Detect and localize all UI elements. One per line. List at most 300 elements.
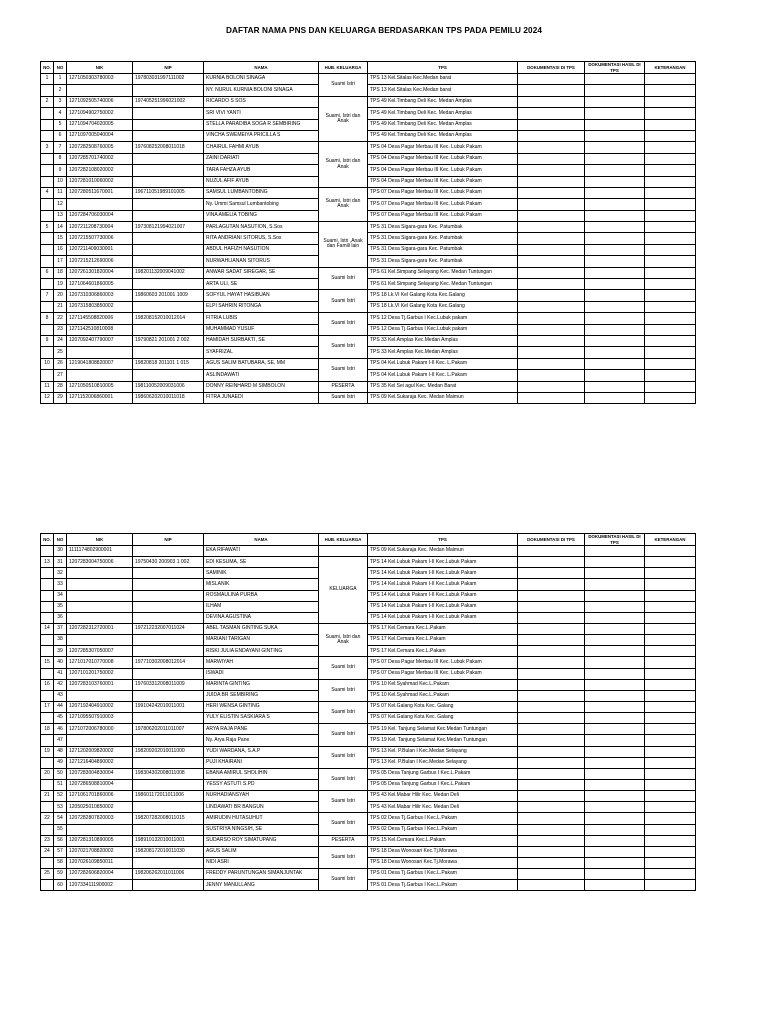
col-header-no: NO xyxy=(54,62,67,74)
cell-dokumentasi xyxy=(518,74,585,85)
cell-keterangan xyxy=(645,646,696,657)
cell-nama: AGUS SALIM xyxy=(204,846,319,857)
cell-dokumentasi xyxy=(518,690,585,701)
cell-tps: TPS 31 Desa Sigara-gara Kec. Patumbak xyxy=(368,256,518,267)
cell-no-group xyxy=(41,757,54,768)
cell-no: 12 xyxy=(54,199,67,210)
cell-keterangan xyxy=(645,85,696,96)
cell-dokumentasi xyxy=(518,880,585,891)
cell-no: 13 xyxy=(54,210,67,221)
cell-no: 52 xyxy=(54,791,67,802)
cell-nama: Ny. Arya Raja Pane xyxy=(204,735,319,746)
cell-nip: 198601172011011006 xyxy=(133,791,204,802)
cell-nama: KURNIA BOLONI SINAGA xyxy=(204,74,319,85)
table-row xyxy=(41,668,696,679)
table-row xyxy=(41,279,696,290)
cell-tps: TPS 35 Kel Sei agul Kec. Medan Barat xyxy=(368,381,518,392)
cell-dokumentasi-hasil xyxy=(585,267,645,278)
cell-keterangan xyxy=(645,568,696,579)
cell-keterangan xyxy=(645,74,696,85)
cell-nik: 1207284706030004 xyxy=(67,210,133,221)
cell-dokumentasi-hasil xyxy=(585,335,645,346)
cell-no-group xyxy=(41,668,54,679)
cell-dokumentasi-hasil xyxy=(585,153,645,164)
table-row xyxy=(41,757,696,768)
cell-dokumentasi xyxy=(518,85,585,96)
cell-no-group xyxy=(41,233,54,244)
cell-dokumentasi-hasil xyxy=(585,880,645,891)
table-row xyxy=(41,244,696,255)
cell-dokumentasi-hasil xyxy=(585,74,645,85)
cell-dokumentasi xyxy=(518,779,585,790)
cell-keterangan xyxy=(645,802,696,813)
cell-nama: NURWAHLIANAN SITORUS xyxy=(204,256,319,267)
cell-no: 3 xyxy=(54,96,67,107)
cell-no-group: 20 xyxy=(41,768,54,779)
cell-nik: 1207026109850011 xyxy=(67,857,133,868)
cell-no: 59 xyxy=(54,869,67,880)
cell-nik: 1271064601860005 xyxy=(67,279,133,290)
col-header-tps: TPS xyxy=(368,534,518,546)
cell-nik: 1271094704020005 xyxy=(67,119,133,130)
cell-nama: VINA AMELIA TOBING xyxy=(204,210,319,221)
cell-nip: 198110052009031006 xyxy=(133,381,204,392)
table-row xyxy=(41,791,696,802)
cell-dokumentasi-hasil xyxy=(585,187,645,198)
cell-nik: 1271050303780003 xyxy=(67,74,133,85)
cell-nip: 197212232007011024 xyxy=(133,623,204,634)
cell-nama: ABEL TASMAN GINTING SUKA xyxy=(204,623,319,634)
cell-nip xyxy=(133,757,204,768)
cell-keterangan xyxy=(645,301,696,312)
cell-nip xyxy=(133,668,204,679)
table-row xyxy=(41,335,696,346)
cell-hub-keluarga: Suami Istri xyxy=(319,74,368,97)
cell-nik: 1207283103760001 xyxy=(67,679,133,690)
cell-no: 44 xyxy=(54,701,67,712)
cell-no: 6 xyxy=(54,130,67,141)
cell-no-group: 9 xyxy=(41,335,54,346)
cell-nama: SRI VIVI YANTI xyxy=(204,108,319,119)
cell-tps: TPS 13 Kel.Sitalas Kec.Medan barat xyxy=(368,85,518,96)
cell-no: 42 xyxy=(54,679,67,690)
cell-dokumentasi xyxy=(518,119,585,130)
table-row xyxy=(41,646,696,657)
cell-nik: 1207282108020002 xyxy=(67,165,133,176)
table-row xyxy=(41,199,696,210)
cell-tps: TPS 33 Kel.Amplas Kec.Medan Amplas xyxy=(368,347,518,358)
cell-nama: ILHAM xyxy=(204,601,319,612)
cell-tps: TPS 49 Kel.Timbang Deli Kec. Medan Amplas xyxy=(368,96,518,107)
table-row xyxy=(41,824,696,835)
cell-nip xyxy=(133,347,204,358)
cell-hub-keluarga: Suami Istri xyxy=(319,290,368,313)
cell-nip: 19750430 200903 1 002 xyxy=(133,557,204,568)
cell-nama: JUIDA BR SEMBIRING xyxy=(204,690,319,701)
cell-no-group xyxy=(41,119,54,130)
cell-nik xyxy=(67,635,133,646)
cell-no: 47 xyxy=(54,735,67,746)
cell-dokumentasi-hasil xyxy=(585,85,645,96)
cell-nik: 1271152006860001 xyxy=(67,392,133,403)
cell-dokumentasi xyxy=(518,623,585,634)
table-row xyxy=(41,802,696,813)
cell-hub-keluarga xyxy=(319,546,368,557)
cell-dokumentasi-hasil xyxy=(585,568,645,579)
cell-nama: MARINTA GINTING xyxy=(204,679,319,690)
cell-nama: NY. NURUL KURNIA BOLONI SINAGA xyxy=(204,85,319,96)
table-row xyxy=(41,679,696,690)
table-row xyxy=(41,690,696,701)
cell-hub-keluarga: Suami Istri xyxy=(319,791,368,813)
cell-no: 19 xyxy=(54,279,67,290)
cell-no-group: 11 xyxy=(41,381,54,392)
cell-no-group: 12 xyxy=(41,392,54,403)
cell-tps: TPS 07 Kel.Galang Kota Kec. Galang xyxy=(368,701,518,712)
cell-tps: TPS 14 Kel.Lubuk Pakam I-II Kec.Lubuk Pakam xyxy=(368,601,518,612)
cell-nama: ANWAR SADAT SIREGAR, SE xyxy=(204,267,319,278)
cell-no-group xyxy=(41,546,54,557)
cell-hub-keluarga: Suami Istri xyxy=(319,869,368,891)
cell-dokumentasi xyxy=(518,612,585,623)
cell-keterangan xyxy=(645,824,696,835)
cell-nik: 1207282508760005 xyxy=(67,142,133,153)
cell-nik: 1207211208730004 xyxy=(67,222,133,233)
cell-nama: DONNY REINHARD M SIMBOLON xyxy=(204,381,319,392)
cell-dokumentasi xyxy=(518,358,585,369)
cell-nip xyxy=(133,256,204,267)
cell-nip: 198208152010012014 xyxy=(133,313,204,324)
cell-no: 28 xyxy=(54,381,67,392)
cell-nik xyxy=(67,612,133,623)
cell-nik: 1207285307050007 xyxy=(67,646,133,657)
cell-dokumentasi xyxy=(518,153,585,164)
cell-tps: TPS 14 Kel.Lubuk Pakam I-II Kec.Lubuk Pakam xyxy=(368,579,518,590)
cell-tps: TPS 31 Desa Sigara-gara Kec. Patumbak xyxy=(368,233,518,244)
cell-no: 10 xyxy=(54,176,67,187)
cell-dokumentasi-hasil xyxy=(585,713,645,724)
cell-no-group xyxy=(41,635,54,646)
cell-no-group xyxy=(41,347,54,358)
cell-no-group xyxy=(41,824,54,835)
cell-keterangan xyxy=(645,757,696,768)
cell-nip: 198201132009041002 xyxy=(133,267,204,278)
cell-no-group: 14 xyxy=(41,623,54,634)
cell-nama: STELLA PARADIBA SOGA R SEMBIRING xyxy=(204,119,319,130)
cell-tps: TPS 43 Kel.Mabar Hilir Kec. Medan Deli xyxy=(368,791,518,802)
cell-dokumentasi xyxy=(518,846,585,857)
table-row xyxy=(41,724,696,735)
cell-nama: DEVINA AGUSTINA xyxy=(204,612,319,623)
cell-dokumentasi-hasil xyxy=(585,857,645,868)
table-row xyxy=(41,301,696,312)
cell-nama: SYAFRIZAL xyxy=(204,347,319,358)
cell-tps: TPS 61 Kel.Simpang Selayang Kec. Medan Tuntungan xyxy=(368,279,518,290)
cell-tps: TPS 04 Kel.Lubuk Pakam I-II Kec. L.Pakam xyxy=(368,370,518,381)
cell-tps: TPS 17 Kel.Cemara Kec.L.Pakam xyxy=(368,646,518,657)
cell-nik: 1271092505740006 xyxy=(67,96,133,107)
cell-nip xyxy=(133,880,204,891)
cell-tps: TPS 19 Kel. Tanjung Selamat Kec.Medan Tuntungan xyxy=(368,724,518,735)
cell-keterangan xyxy=(645,324,696,335)
cell-tps: TPS 07 Desa Pagar Merbau III Kec. Lubuk Pakam xyxy=(368,657,518,668)
cell-nama: MARWIYAH xyxy=(204,657,319,668)
cell-dokumentasi xyxy=(518,290,585,301)
cell-keterangan xyxy=(645,108,696,119)
cell-dokumentasi-hasil xyxy=(585,679,645,690)
cell-nik: 1207101201750002 xyxy=(67,668,133,679)
cell-hub-keluarga: Suami Istri xyxy=(319,313,368,336)
cell-no: 56 xyxy=(54,835,67,846)
cell-dokumentasi-hasil xyxy=(585,108,645,119)
cell-nip xyxy=(133,857,204,868)
cell-tps: TPS 07 Desa Pagar Merbau III Kec. Lubuk Pakam xyxy=(368,210,518,221)
cell-nik xyxy=(67,579,133,590)
cell-hub-keluarga: Suami, Istri dan Anak xyxy=(319,96,368,142)
cell-nama: NIDI ASRI xyxy=(204,857,319,868)
cell-nip xyxy=(133,130,204,141)
cell-keterangan xyxy=(645,142,696,153)
table-row xyxy=(41,313,696,324)
cell-hub-keluarga: Suami Istri xyxy=(319,701,368,723)
cell-no: 23 xyxy=(54,324,67,335)
cell-nip: 19860603 201001 1009 xyxy=(133,290,204,301)
table-row xyxy=(41,623,696,634)
cell-keterangan xyxy=(645,835,696,846)
cell-nik xyxy=(67,735,133,746)
cell-dokumentasi-hasil xyxy=(585,835,645,846)
cell-nama: FREDDY PARUNTUNGAN SIMANJUNTAK xyxy=(204,869,319,880)
cell-dokumentasi xyxy=(518,130,585,141)
cell-dokumentasi xyxy=(518,301,585,312)
cell-keterangan xyxy=(645,679,696,690)
cell-nip xyxy=(133,153,204,164)
cell-no: 11 xyxy=(54,187,67,198)
cell-nip xyxy=(133,735,204,746)
cell-nama: SUSTRIYA NINGSIH, SE xyxy=(204,824,319,835)
cell-dokumentasi-hasil xyxy=(585,546,645,557)
cell-dokumentasi-hasil xyxy=(585,601,645,612)
cell-nip: 197710302008012014 xyxy=(133,657,204,668)
cell-keterangan xyxy=(645,623,696,634)
cell-nip: 198207282008011015 xyxy=(133,813,204,824)
cell-nama: NUZUL AFIF AYUB xyxy=(204,176,319,187)
cell-dokumentasi xyxy=(518,857,585,868)
cell-nik: 1207281310890005 xyxy=(67,835,133,846)
cell-nik: 1207215212690006 xyxy=(67,256,133,267)
col-header-no-group: NO. xyxy=(41,62,54,74)
cell-nama: YUDI WARDANA, S.A.P xyxy=(204,746,319,757)
cell-no: 48 xyxy=(54,746,67,757)
cell-nip: 197603312008011009 xyxy=(133,679,204,690)
table-row xyxy=(41,557,696,568)
table-row xyxy=(41,74,696,85)
cell-nama: ROSMAULINA PURBA xyxy=(204,590,319,601)
cell-keterangan xyxy=(645,724,696,735)
table-row xyxy=(41,256,696,267)
cell-no-group: 16 xyxy=(41,679,54,690)
col-header-keterangan: KETERANGAN xyxy=(645,534,696,546)
cell-dokumentasi xyxy=(518,791,585,802)
cell-dokumentasi-hasil xyxy=(585,646,645,657)
cell-keterangan xyxy=(645,335,696,346)
cell-nik: 1271095507910003 xyxy=(67,713,133,724)
cell-keterangan xyxy=(645,130,696,141)
cell-no-group xyxy=(41,690,54,701)
table-row xyxy=(41,768,696,779)
cell-dokumentasi-hasil xyxy=(585,668,645,679)
cell-no-group: 4 xyxy=(41,187,54,198)
cell-no-group: 15 xyxy=(41,657,54,668)
cell-nama: FITRIA LUBIS xyxy=(204,313,319,324)
cell-no-group: 21 xyxy=(41,791,54,802)
cell-nik: 1207281010060002 xyxy=(67,176,133,187)
cell-nik: 1271202009820002 xyxy=(67,746,133,757)
cell-no-group xyxy=(41,370,54,381)
cell-no-group xyxy=(41,279,54,290)
cell-keterangan xyxy=(645,635,696,646)
cell-no-group xyxy=(41,130,54,141)
table-row xyxy=(41,869,696,880)
cell-nip xyxy=(133,546,204,557)
cell-nik xyxy=(67,347,133,358)
cell-dokumentasi xyxy=(518,735,585,746)
cell-tps: TPS 02 Desa Tj.Garbus I Kec.L.Pakam xyxy=(368,824,518,835)
cell-tps: TPS 31 Desa Sigara-gara Kec. Patumbak xyxy=(368,244,518,255)
table-row xyxy=(41,130,696,141)
cell-no: 21 xyxy=(54,301,67,312)
cell-no-group: 7 xyxy=(41,290,54,301)
cell-nip xyxy=(133,601,204,612)
cell-no-group: 13 xyxy=(41,557,54,568)
cell-nik xyxy=(67,370,133,381)
cell-dokumentasi xyxy=(518,713,585,724)
cell-no-group xyxy=(41,601,54,612)
cell-no-group xyxy=(41,857,54,868)
cell-no: 8 xyxy=(54,153,67,164)
table-row xyxy=(41,568,696,579)
cell-nama: RICARDO S SOS xyxy=(204,96,319,107)
cell-dokumentasi-hasil xyxy=(585,370,645,381)
cell-dokumentasi xyxy=(518,165,585,176)
cell-dokumentasi-hasil xyxy=(585,347,645,358)
cell-nik: 1207283004750006 xyxy=(67,557,133,568)
cell-nama: MISLANIK xyxy=(204,579,319,590)
cell-no-group xyxy=(41,735,54,746)
cell-dokumentasi-hasil xyxy=(585,757,645,768)
cell-hub-keluarga: PESERTA xyxy=(319,381,368,392)
cell-dokumentasi xyxy=(518,187,585,198)
cell-nik: 1207285701740002 xyxy=(67,153,133,164)
cell-nik: 1271216404890002 xyxy=(67,757,133,768)
cell-dokumentasi-hasil xyxy=(585,623,645,634)
cell-hub-keluarga: Suami Istri xyxy=(319,267,368,290)
cell-tps: TPS 12 Desa Tj.Garbus I Kec.Lubuk pakam xyxy=(368,313,518,324)
cell-nama: ARYA RAJA PANE xyxy=(204,724,319,735)
cell-nip: 19790821 201001 2 002 xyxy=(133,335,204,346)
table-row xyxy=(41,290,696,301)
cell-no-group xyxy=(41,880,54,891)
cell-dokumentasi xyxy=(518,579,585,590)
cell-no-group: 5 xyxy=(41,222,54,233)
cell-dokumentasi xyxy=(518,869,585,880)
cell-nip xyxy=(133,612,204,623)
table-row xyxy=(41,153,696,164)
col-header-nik: NIK xyxy=(67,62,133,74)
cell-keterangan xyxy=(645,846,696,857)
cell-nik: 1207282312720001 xyxy=(67,623,133,634)
cell-dokumentasi xyxy=(518,657,585,668)
cell-nama: Ny. Ummi Samsul Lumbantobing xyxy=(204,199,319,210)
cell-dokumentasi-hasil xyxy=(585,199,645,210)
cell-no-group xyxy=(41,579,54,590)
cell-no-group xyxy=(41,256,54,267)
cell-dokumentasi-hasil xyxy=(585,222,645,233)
cell-keterangan xyxy=(645,857,696,868)
cell-no-group xyxy=(41,612,54,623)
table-row xyxy=(41,713,696,724)
cell-nik: 1207211409030001 xyxy=(67,244,133,255)
cell-no-group xyxy=(41,85,54,96)
cell-tps: TPS 07 Desa Pagar Merbau III Kec. Lubuk Pakam xyxy=(368,199,518,210)
table-row xyxy=(41,358,696,369)
cell-nik: 1271017010770008 xyxy=(67,657,133,668)
cell-hub-keluarga: Suami, Istri ,Anak dan Famili lain xyxy=(319,222,368,268)
cell-nama: HERI WENSA GINTING xyxy=(204,701,319,712)
cell-nip xyxy=(133,779,204,790)
cell-tps: TPS 13 Kel. P.Bulan I Kec.Medan Selayang xyxy=(368,746,518,757)
cell-tps: TPS 09 Kel.Sukaraja Kec. Medan Maimun xyxy=(368,546,518,557)
cell-tps: TPS 33 Kel.Amplas Kec.Medan Amplas xyxy=(368,335,518,346)
cell-no-group: 8 xyxy=(41,313,54,324)
table-row xyxy=(41,657,696,668)
cell-nip xyxy=(133,324,204,335)
cell-nik: 1271142510810008 xyxy=(67,324,133,335)
cell-no-group: 24 xyxy=(41,846,54,857)
cell-no: 49 xyxy=(54,757,67,768)
cell-nik: 1111174802900001 xyxy=(67,546,133,557)
cell-keterangan xyxy=(645,222,696,233)
cell-tps: TPS 14 Kel.Lubuk Pakam I-II Kec.Lubuk Pakam xyxy=(368,590,518,601)
cell-nama: YULY ELISTIN SASKIARA S xyxy=(204,713,319,724)
cell-tps: TPS 14 Kel.Lubuk Pakam I-II Kec.Lubuk Pakam xyxy=(368,568,518,579)
cell-no-group: 23 xyxy=(41,835,54,846)
cell-keterangan xyxy=(645,735,696,746)
cell-tps: TPS 14 Kel.Lubuk Pakam I-II Kec.Lubuk Pakam xyxy=(368,612,518,623)
cell-dokumentasi xyxy=(518,222,585,233)
cell-keterangan xyxy=(645,381,696,392)
cell-dokumentasi-hasil xyxy=(585,96,645,107)
cell-dokumentasi xyxy=(518,668,585,679)
cell-nik: 1271072006780000 xyxy=(67,724,133,735)
cell-dokumentasi-hasil xyxy=(585,657,645,668)
table-row xyxy=(41,222,696,233)
cell-nip: 198304302008011008 xyxy=(133,768,204,779)
cell-no: 37 xyxy=(54,623,67,634)
cell-tps: TPS 04 Desa Pagar Merbau III Kec. Lubuk Pakam xyxy=(368,153,518,164)
cell-tps: TPS 18 Desa Wonosari Kec.Tj.Morawa xyxy=(368,846,518,857)
cell-nik xyxy=(67,601,133,612)
cell-nama: RITA ANDRIANI SITORUS, S.Sos xyxy=(204,233,319,244)
cell-nama: HAMIDAH SURBAKTI, SE xyxy=(204,335,319,346)
cell-nip xyxy=(133,279,204,290)
col-header-nip: NIP xyxy=(133,62,204,74)
cell-no-group: 19 xyxy=(41,746,54,757)
cell-keterangan xyxy=(645,210,696,221)
cell-nik xyxy=(67,568,133,579)
cell-nip: 198606202010011018 xyxy=(133,392,204,403)
cell-dokumentasi xyxy=(518,324,585,335)
